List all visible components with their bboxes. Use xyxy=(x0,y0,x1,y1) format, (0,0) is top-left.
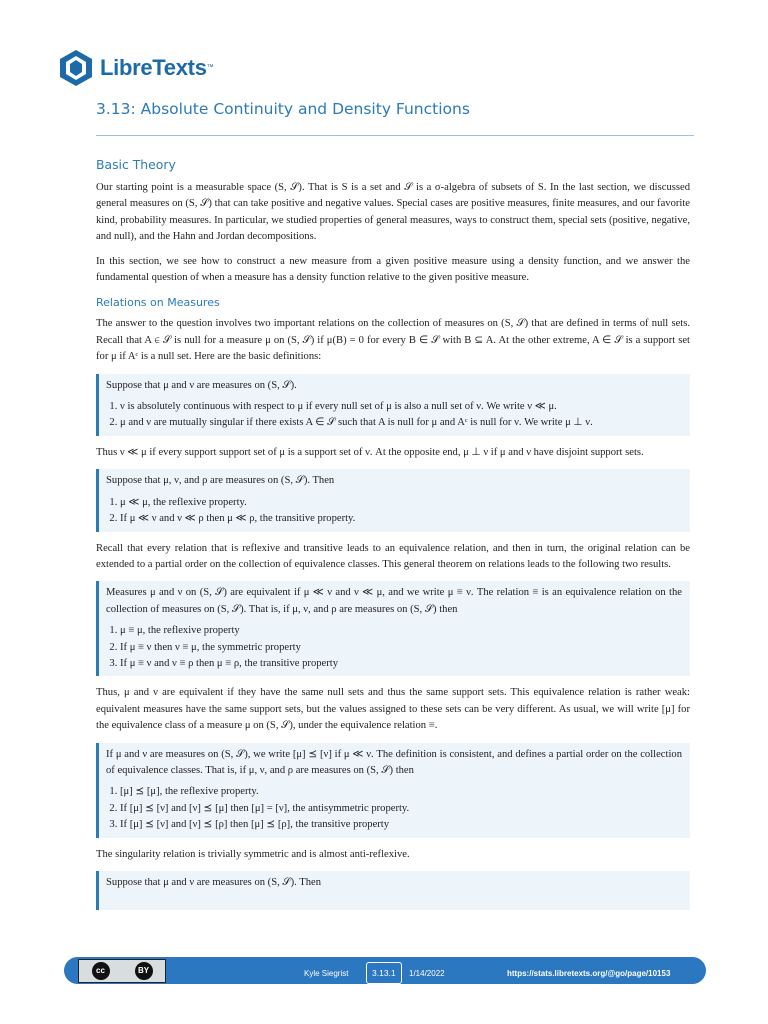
theorem-box xyxy=(96,871,690,910)
footer-date: 1/14/2022 xyxy=(409,969,445,978)
list-item: 2. μ and ν are mutually singular if there exists A ∈ 𝒮 such that A is null for μ and Aᶜ is null for ν. We write μ ⊥ ν. xyxy=(120,415,682,431)
list-item: 1. μ ≪ μ, the reflexive property. xyxy=(120,495,682,511)
footer-url-link[interactable]: https://stats.libretexts.org/@go/page/10153 xyxy=(507,969,671,978)
box-intro: Suppose that μ, ν, and ρ are measures on (S, 𝒮). Then xyxy=(106,475,335,487)
box-intro: If μ and ν are measures on (S, 𝒮), we write [μ] ⪯ [ν] if μ ≪ ν. The definition is consistent, and defines a partial order on the collection of equivalence classes. That is, if μ, ν, and ρ are measures on (S, 𝒮) then xyxy=(106,748,682,776)
list-item: 2. If μ ≪ ν and ν ≪ ρ then μ ≪ ρ, the transitive property. xyxy=(120,511,682,527)
paragraph: The singularity relation is trivially symmetric and is almost anti-reflexive. xyxy=(96,848,410,860)
list-item: 1. μ ≡ μ, the reflexive property xyxy=(120,623,682,639)
trademark: ™ xyxy=(206,63,214,71)
paragraph: The answer to the question involves two important relations on the collection of measures on (S, 𝒮) that are defined in terms of null sets. Recall that A ∈ 𝒮 is null for a measure μ on (S, 𝒮) if μ(B) = 0 for every B ∈ 𝒮 with B ⊆ A. At the other extreme, A ∈ 𝒮 is a support set for μ if Aᶜ is a null set. Here are the basic definitions: xyxy=(96,318,690,363)
libretexts-logo[interactable] xyxy=(56,46,214,90)
theorem-list xyxy=(106,495,682,528)
box-intro: Suppose that μ and ν are measures on (S, 𝒮). Then xyxy=(106,877,321,888)
box-intro: Measures μ and ν on (S, 𝒮) are equivalent if μ ≪ ν and ν ≪ μ, and we write μ ≡ ν. The relation ≡ is an equivalence relation on the collection of measures on (S, 𝒮). That is, if μ, ν, and ρ are measures on (S, 𝒮) then xyxy=(106,587,682,615)
list-item: 2. If μ ≡ ν then ν ≡ μ, the symmetric property xyxy=(120,640,682,656)
box-intro: Suppose that μ and ν are measures on (S, 𝒮). xyxy=(106,379,297,391)
definition-box xyxy=(96,374,690,436)
paragraph: Thus, μ and ν are equivalent if they have the same null sets and thus the same support sets. This equivalence relation is rather weak: equivalent measures have the same support sets, but the values assigned to these sets can be very different. As usual, we will write [μ] for the equivalence class of a measure μ on (S, 𝒮), under the equivalence relation ≡. xyxy=(96,687,690,732)
list-item: 1. [μ] ⪯ [μ], the reflexive property. xyxy=(120,784,682,800)
definition-list xyxy=(106,399,682,432)
section-heading-basic-theory: Basic Theory xyxy=(96,157,176,172)
theorem-box xyxy=(96,469,690,531)
brand-name: LibreTexts xyxy=(100,54,207,80)
footer-page-number: 3.13.1 xyxy=(366,962,402,984)
section-heading-relations: Relations on Measures xyxy=(96,296,220,310)
libretexts-logo-icon xyxy=(56,48,96,88)
list-item: 2. If [μ] ⪯ [ν] and [ν] ⪯ [μ] then [μ] = [ν], the antisymmetric property. xyxy=(120,801,682,817)
page-title: 3.13: Absolute Continuity and Density Functions xyxy=(96,100,470,118)
cc-by-icon[interactable] xyxy=(78,959,166,983)
paragraph: Our starting point is a measurable space (S, 𝒮). That is S is a set and 𝒮 is a σ-algebra of subsets of S. In the last section, we discussed general measures on (S, 𝒮) that can take positive and negative values. Special cases are positive measures, finite measures, and our favorite kind, probability measures. In particular, we studied properties of general measures, ways to construct them, special sets (positive, negative, and null), and the Hahn and Jordan decompositions. xyxy=(96,182,690,243)
theorem-list xyxy=(106,784,682,833)
list-item: 3. If μ ≡ ν and ν ≡ ρ then μ ≡ ρ, the transitive property xyxy=(120,656,682,672)
paragraph: Recall that every relation that is reflexive and transitive leads to an equivalence relation, and then in turn, the original relation can be extended to a partial order on the collection of equivalence classes. This general theorem on relations leads to the following two results. xyxy=(96,542,690,570)
main-content xyxy=(96,156,690,919)
list-item: 1. ν is absolutely continuous with respect to μ if every null set of μ is also a null set of ν. We write ν ≪ μ. xyxy=(120,399,682,415)
title-divider xyxy=(96,135,694,136)
page-footer xyxy=(64,957,706,984)
theorem-box xyxy=(96,581,690,676)
theorem-box xyxy=(96,743,690,838)
theorem-list xyxy=(106,623,682,672)
footer-author: Kyle Siegrist xyxy=(304,969,349,978)
paragraph: In this section, we see how to construct a new measure from a given positive measure using a density function, and we answer the fundamental question of when a measure has a density function relative to the given positive measure. xyxy=(96,255,690,284)
cc-label: cc xyxy=(92,962,110,980)
paragraph: Thus ν ≪ μ if every support support set of μ is a support set of ν. At the opposite end, μ ⊥ ν if μ and ν have disjoint support sets. xyxy=(96,446,644,458)
list-item: 3. If [μ] ⪯ [ν] and [ν] ⪯ [ρ] then [μ] ⪯ [ρ], the transitive property xyxy=(120,817,682,833)
by-label: BY xyxy=(135,962,153,980)
